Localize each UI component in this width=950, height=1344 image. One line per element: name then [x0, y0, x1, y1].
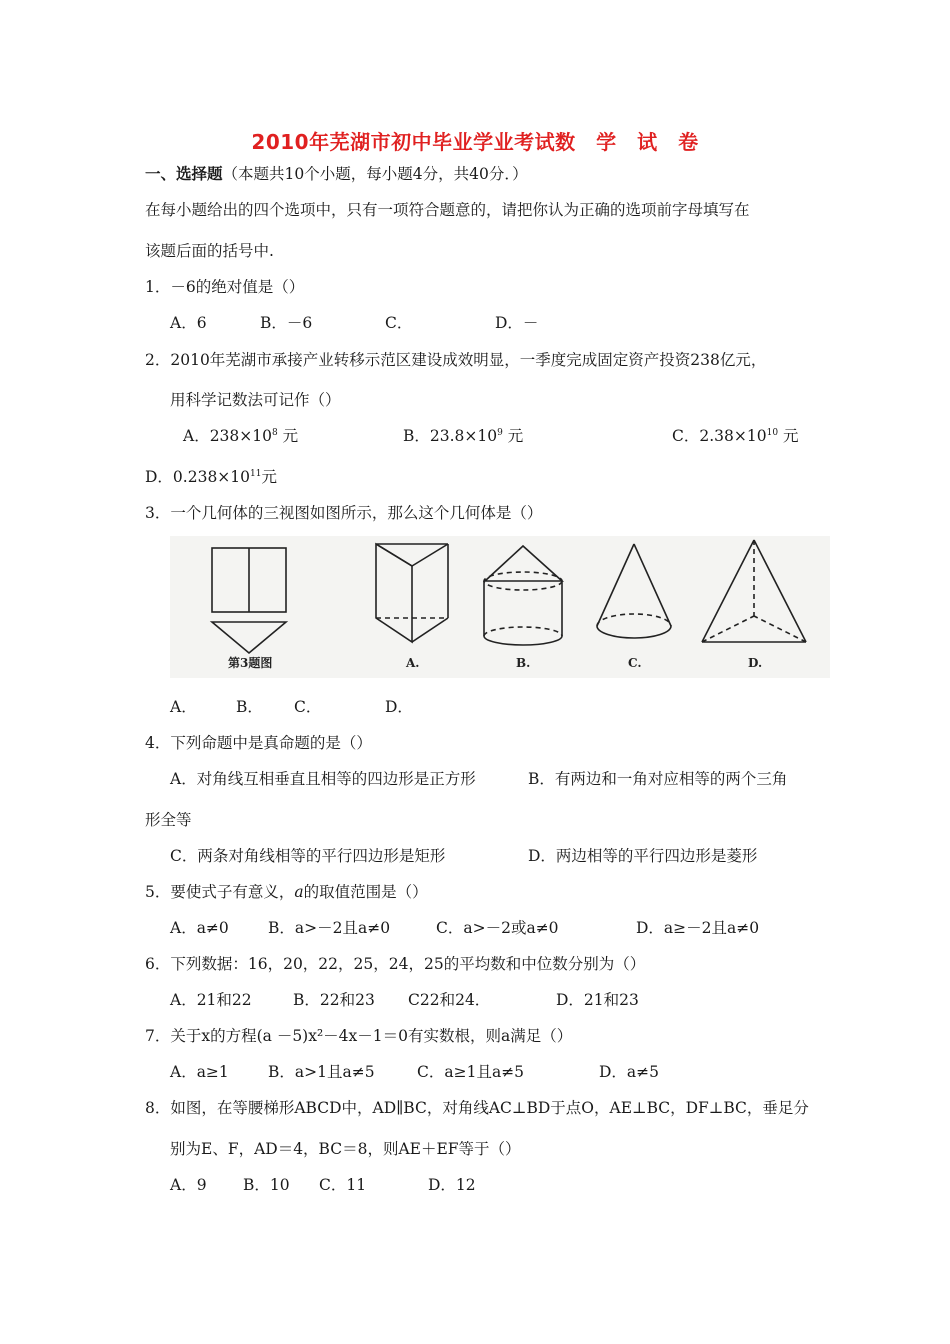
q4-option-b-cont: 形全等: [145, 811, 192, 829]
q5-option-d: D．a≥－2且a≠0: [636, 919, 760, 937]
q2-stem-line-2: 用科学记数法可记作（）: [170, 391, 341, 409]
shape-d-pyramid: [702, 540, 806, 642]
shape-a-prism: [376, 544, 448, 642]
q8-option-b: B．10: [243, 1176, 290, 1194]
q3-figure-svg: [170, 536, 830, 678]
q6-option-a: A．21和22: [170, 991, 252, 1009]
q5-option-a: A．a≠0: [170, 919, 229, 937]
q3-option-c: C．: [294, 698, 322, 716]
q8-option-d: D．12: [428, 1176, 476, 1194]
figure-caption-a: A.: [406, 656, 420, 670]
section-note: （本题共10个小题，每小题4分，共40分．）: [222, 165, 528, 183]
figure-caption-main: 第3题图: [228, 656, 273, 670]
q4-option-a: A．对角线互相垂直且相等的四边形是正方形: [170, 770, 476, 788]
q7-option-d: D．a≠5: [599, 1063, 660, 1081]
figure-caption-c: C.: [628, 656, 642, 670]
q7-option-b: B．a>1且a≠5: [268, 1063, 375, 1081]
q7-stem: 7．关于x的方程(a －5)x²－4x－1＝0有实数根，则a满足（）: [145, 1027, 573, 1045]
q2-option-a: A．$238\times 10^8$ 元: [183, 427, 299, 445]
q8-option-c: C．11: [319, 1176, 367, 1194]
q8-stem-line-1: 8．如图，在等腰梯形ABCD中，AD∥BC，对角线AC⊥BD于点O，AE⊥BC，DF⊥BC，垂足分: [145, 1099, 809, 1117]
page-title: 2010年芜湖市初中毕业学业考试数 学 试 卷: [251, 130, 699, 154]
instruction-line-1: 在每小题给出的四个选项中，只有一项符合题意的，请把你认为正确的选项前字母填写在: [145, 201, 750, 219]
q6-stem: 6．下列数据：16，20，22，25，24，25的平均数和中位数分别为（）: [145, 955, 646, 973]
q8-stem-line-2: 别为E、F，AD＝4，BC＝8，则AE＋EF等于（）: [170, 1140, 521, 1158]
q1-option-b: B．－6: [260, 314, 313, 332]
figure-caption-b: B.: [516, 656, 531, 670]
q3-option-d: D．: [385, 698, 413, 716]
q5-option-b: B．a>－2且a≠0: [268, 919, 391, 937]
q2-option-c: C．$2.38\times 10^{10}$ 元: [672, 427, 799, 445]
q6-option-c: C22和24．: [408, 991, 491, 1009]
q4-stem: 4．下列命题中是真命题的是（）: [145, 734, 372, 752]
section-heading-line: [145, 164, 528, 184]
q3-option-a: A．: [170, 698, 197, 716]
q2-option-b: B．$23.8\times 10^9$ 元: [403, 427, 524, 445]
section-heading: 一、选择题: [145, 165, 223, 183]
q1-stem: 1．－6的绝对值是（）: [145, 278, 305, 296]
q8-option-a: A．9: [170, 1176, 207, 1194]
three-view-drawing: [212, 548, 286, 653]
q1-option-a: A．6: [170, 314, 207, 332]
q7-option-c: C．a≥1且a≠5: [417, 1063, 525, 1081]
q3-stem: 3．一个几何体的三视图如图所示，那么这个几何体是（）: [145, 504, 543, 522]
q6-option-d: D．21和23: [556, 991, 639, 1009]
q5-option-c: C．a>－2或a≠0: [436, 919, 559, 937]
q7-option-a: A．a≥1: [170, 1063, 229, 1081]
q6-option-b: B．22和23: [293, 991, 375, 1009]
shape-b-cone-cylinder: [484, 546, 562, 645]
q4-option-c: C．两条对角线相等的平行四边形是矩形: [170, 847, 446, 865]
q5-stem: 5．要使式子有意义，a的取值范围是（）: [145, 883, 428, 901]
q1-option-c: C．: [385, 314, 413, 332]
q2-option-d: D．$0.238\times 10^{11}$元: [145, 468, 277, 486]
q1-option-d: D．－: [495, 314, 539, 332]
q4-option-d: D．两边相等的平行四边形是菱形: [528, 847, 758, 865]
instruction-line-2: 该题后面的括号中.: [145, 242, 274, 260]
shape-c-cone: [597, 544, 671, 638]
q4-option-b: B．有两边和一角对应相等的两个三角: [528, 770, 788, 788]
q2-stem-line-1: 2．2010年芜湖市承接产业转移示范区建设成效明显，一季度完成固定资产投资238亿元，: [145, 351, 767, 369]
figure-caption-d: D.: [748, 656, 763, 670]
q3-figure: [170, 536, 830, 678]
q3-option-b: B．: [236, 698, 263, 716]
